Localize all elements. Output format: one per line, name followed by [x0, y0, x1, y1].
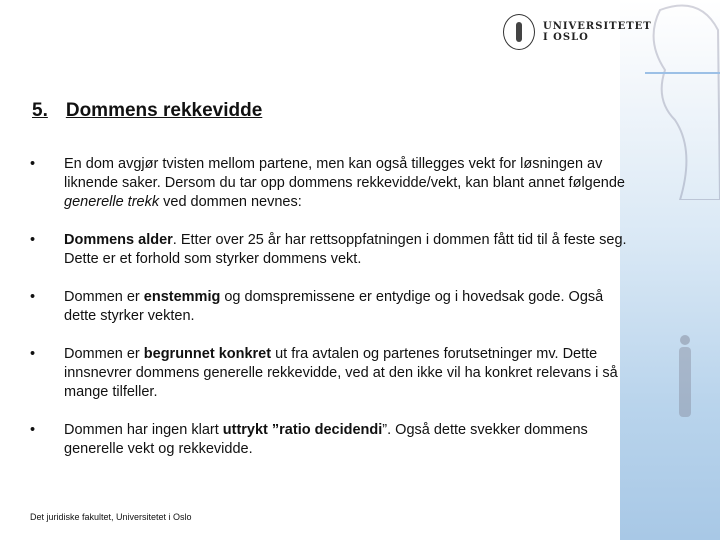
text: og domspremissene er entydige og i hovedsak gode. Også dette styrker vekten. [64, 289, 604, 324]
bullet: • [30, 156, 36, 172]
bold-text: uttrykt ”ratio decidendi [222, 422, 383, 438]
bullet: • [30, 422, 36, 438]
seal-icon [503, 14, 535, 50]
bullet: • [30, 289, 36, 305]
university-logo [503, 14, 652, 50]
list-item [30, 231, 630, 269]
bold-text: Dommens alder [64, 232, 173, 248]
text: Dommen er [64, 289, 144, 305]
list-item [30, 345, 630, 402]
title-text: Dommens rekkevidde [65, 100, 263, 121]
statue-figure [670, 330, 700, 430]
list-item [30, 288, 630, 326]
list-item [30, 155, 630, 212]
text: . Etter over 25 år har rettsoppfatningen i dommen fått tid til å feste seg. Dette er et forhold som styrker dommens vekt. [64, 232, 627, 267]
bold-text: enstemmig [143, 289, 221, 305]
text: ut fra avtalen og partenes forutsetninger mv. Dette innsnevrer dommens generelle rekkevidde, ved at den ikke vil ha konkret relevans i så mange tilfeller. [64, 346, 618, 400]
bullet-list [30, 155, 630, 478]
text: Dommen har ingen klart [64, 422, 223, 438]
bullet: • [30, 232, 36, 248]
bust-illustration [640, 0, 720, 200]
logo-line2: I OSLO [543, 32, 589, 43]
divider [645, 72, 720, 74]
text: ved dommen nevnes: [159, 194, 302, 210]
logo-line1: UNIVERSITETET [543, 21, 652, 32]
slide-title [32, 100, 262, 122]
bold-text: begrunnet konkret [143, 346, 272, 362]
emphasis: generelle trekk [64, 194, 160, 210]
list-item [30, 421, 630, 459]
footer: Det juridiske fakultet, Universitetet i Oslo [30, 512, 192, 522]
bullet: • [30, 346, 36, 362]
text: ”. Også dette svekker dommens generelle vekt og rekkevidde. [64, 422, 588, 457]
text: En dom avgjør tvisten mellom partene, men kan også tillegges vekt for løsningen av liknende saker. Dersom du tar opp dommens rekkevidde/vekt, kan blant annet følgende [64, 156, 625, 191]
title-number: 5. [32, 100, 48, 121]
text: Dommen er [64, 346, 144, 362]
